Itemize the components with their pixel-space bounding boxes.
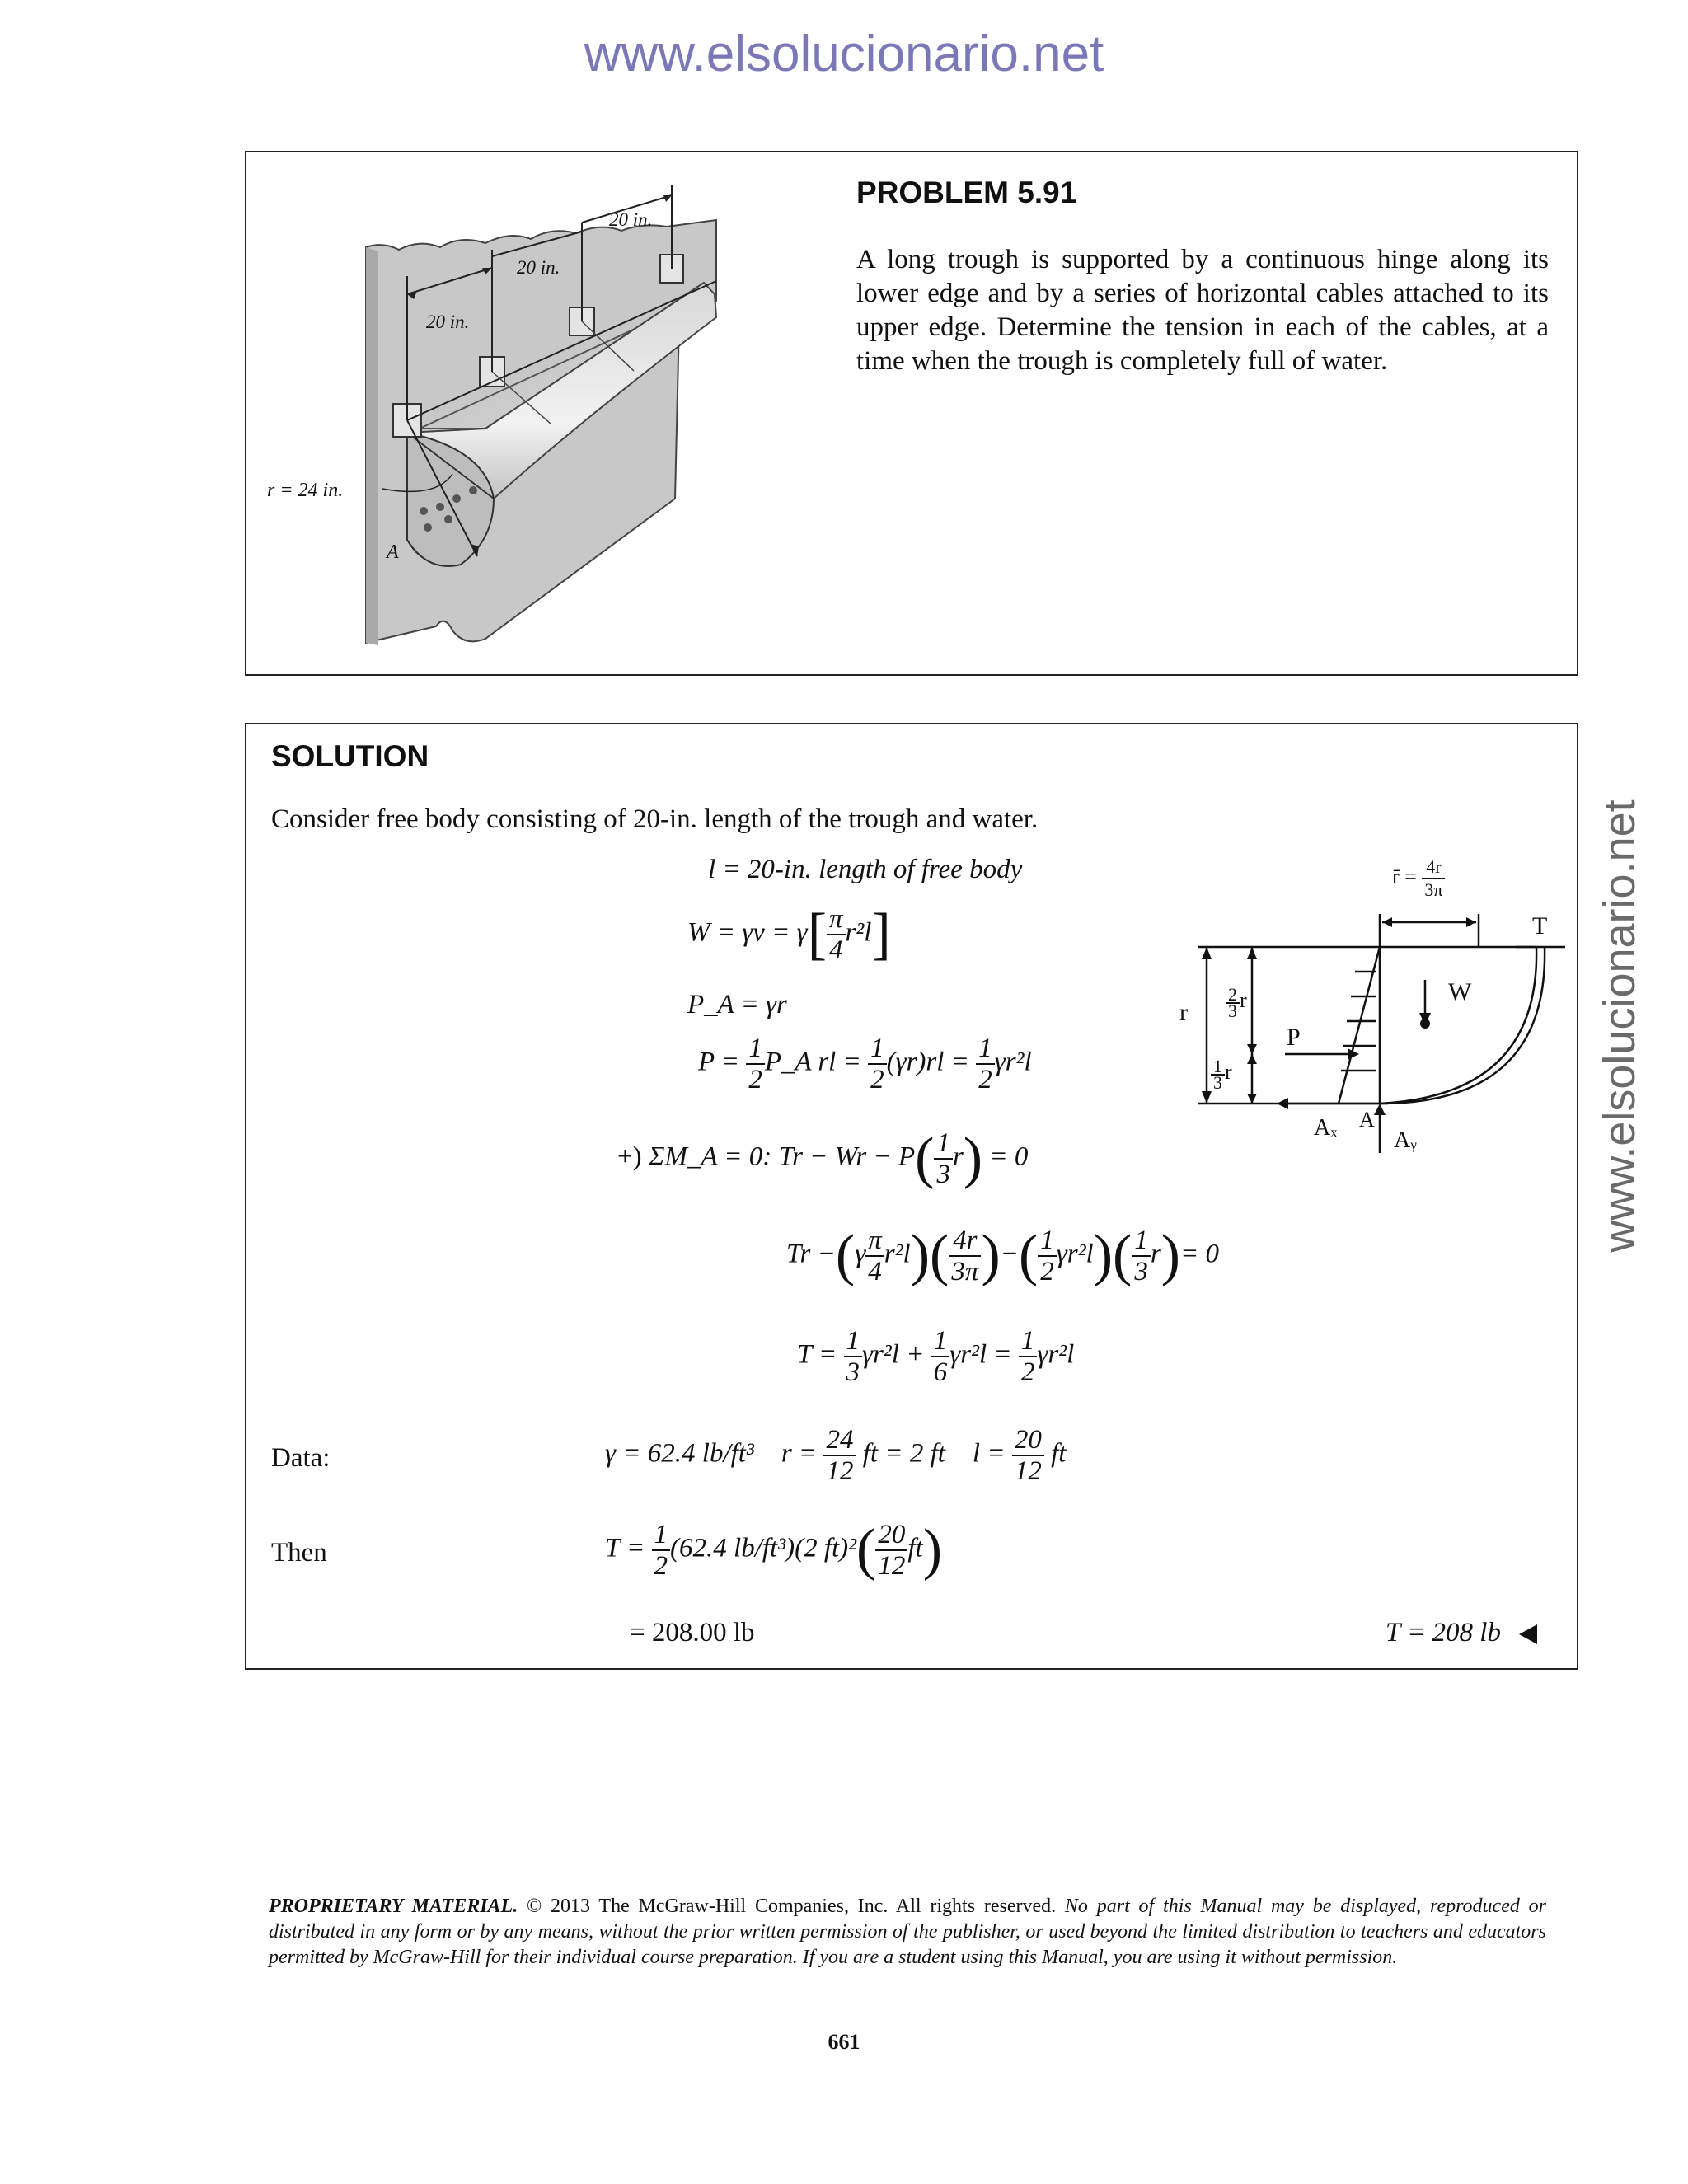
fbd-rbar-den: 3π [1424,879,1443,900]
problem-statement: A long trough is supported by a continuous hinge along its lower edge and by a series of horizontal cables attached to its upper edge. Determine the tension in each of the cables, at a time when the trough is completely full of water. [856,245,1549,376]
fbd-rbar-frac [1422,856,1445,901]
footer-italic: No part of this Manual may be displayed, reproduced or distributed in any form or by any means, without the prior written permission of the publisher, or used beyond the limited distribution to teachers and educators permitted by McGraw-Hill for their individual course preparation. If you are a student using this Manual, you are using it without permission. [269,1896,1546,1968]
w-lhs: W = γv = γ [687,917,808,948]
expanded-equation: Tr −(γ $\frac{\pi}{4}$ r²l)( $\frac{4r}{3\pi}$ )−( $\frac{1}{2}$ γr²l)( $\frac{1}{3}$ r)= 0 [786,1224,1219,1287]
p-frac-1 [746,1033,765,1094]
figure-dim-3: 20 in. [609,209,653,230]
data-l-rhs: ft [1051,1438,1067,1469]
data-l-num: 20 [1012,1425,1044,1456]
exp-b: γ [855,1239,866,1269]
exp-a: Tr − [786,1239,836,1269]
fbd-rbar-num: 4r [1422,856,1445,879]
p-frac-3 [976,1033,995,1094]
exp-fr-num: 4r [949,1226,981,1257]
result-value: = 208.00 lb [630,1618,755,1647]
then-frac-half [652,1520,671,1581]
data-l-frac [1012,1425,1044,1486]
fbd-ot-r: r [1225,1060,1232,1084]
t-frac-2 [931,1326,950,1387]
exp-rhs: = 0 [1179,1239,1219,1269]
exp-c: r²l [884,1239,911,1269]
page-number: 661 [828,2030,860,2054]
then-mid: (62.4 lb/ft³)(2 ft)² [670,1533,857,1563]
fbd-p-label: P [1287,1024,1301,1051]
exp-r: r [1150,1239,1161,1269]
exp-e: γr²l [1056,1239,1094,1269]
then-unit: ft [907,1533,923,1563]
p-f1-den: 2 [748,1065,762,1094]
trough-figure [246,152,757,663]
t-lhs: T = [797,1339,837,1370]
watermark-side: www.elsolucionario.net [1595,799,1644,1253]
data-r-frac [823,1425,856,1486]
exp-frac-half [1038,1226,1057,1286]
exp-frac-third [1132,1226,1151,1286]
problem-box [245,151,1578,676]
fbd-rbar-lhs: r̄ = [1392,864,1417,888]
fbd-ot-frac [1211,1055,1225,1093]
fbd-tt-num: 2 [1226,987,1240,1004]
moment-frac [934,1128,953,1189]
copyright-footer [269,1894,1546,1971]
p-t3: γr²l [994,1047,1032,1077]
exp-pi: π [865,1226,884,1257]
fbd-r-label: r [1179,999,1188,1026]
t-f2-num: 1 [931,1326,950,1357]
footer-regular: © 2013 The McGraw-Hill Companies, Inc. All rights reserved. [518,1896,1057,1917]
moment-lhs: ΣM_A = 0: [648,1141,772,1172]
fbd-a-label: A [1359,1108,1375,1132]
exp-frac-pi [865,1226,884,1286]
moment-mid: Tr − Wr − P [778,1141,916,1172]
p-frac-2 [868,1033,887,1094]
w-tail: r²l [845,917,872,948]
data-label: Data: [271,1443,331,1473]
p-f3-den: 2 [978,1065,992,1094]
p-t1: P_A rl = [764,1047,861,1077]
fbd-ot-den: 3 [1213,1071,1222,1093]
data-l-lhs: l = [972,1438,1006,1469]
p-f2-num: 1 [868,1033,887,1065]
moment-r: r [952,1141,964,1172]
pa-equation: P_A = γr [687,990,787,1019]
data-gamma: γ = 62.4 lb/ft³ [605,1438,754,1469]
then-equation: T = $\frac{1}{2}$ (62.4 lb/ft³)(2 ft)²( $\frac{20}{12}$ ft) [605,1518,943,1582]
fbd-two-thirds-r [1226,984,1247,1019]
t-f3-num: 1 [1019,1326,1038,1357]
then-l-den: 12 [878,1551,906,1581]
figure-dim-1: 20 in. [426,312,470,332]
solution-title: SOLUTION [271,739,429,773]
figure-dim-2: 20 in. [517,257,560,278]
exp-third-den: 3 [1134,1257,1148,1286]
w-num: π [827,904,846,935]
moment-rhs: = 0 [989,1141,1029,1172]
length-equation: l = 20-in. length of free body [708,855,1023,884]
exp-third-num: 1 [1132,1226,1151,1257]
moment-equation: +) ΣM_A = 0: Tr − Wr − P( $\frac{1}{3}$ r) = 0 [617,1127,1029,1190]
fbd-w-label: W [1448,978,1472,1005]
then-half-num: 1 [652,1520,671,1551]
data-r-lhs: r = [781,1438,818,1469]
p-f3-num: 1 [976,1033,995,1065]
p-lhs: P = [698,1047,740,1077]
fbd-ax-label: Aₓ [1314,1115,1338,1141]
solution-intro: Consider free body consisting of 20-in. length of the trough and water. [271,804,1039,834]
pi-over-4 [827,904,846,965]
fbd-one-third-r [1211,1055,1232,1093]
moment-den: 3 [936,1160,950,1189]
exp-d: − [1000,1239,1019,1269]
data-r-den: 12 [826,1456,854,1486]
p-f2-den: 2 [870,1065,884,1094]
t-frac-3 [1019,1326,1038,1387]
moment-sign: + [617,1141,633,1172]
footer-bold: PROPRIETARY MATERIAL. [269,1896,518,1917]
fbd-tt-r: r [1240,988,1247,1012]
fbd-rbar [1392,856,1445,901]
exp-four: 4 [868,1257,882,1286]
answer-marker-icon [1519,1624,1537,1644]
problem-title: PROBLEM 5.91 [856,176,1077,209]
p-f1-num: 1 [746,1033,765,1065]
fbd-ot-num: 1 [1211,1059,1225,1076]
fbd-ay-label: Aᵧ [1394,1127,1417,1153]
figure-point-a: A [387,541,399,563]
t-f3-den: 2 [1020,1357,1035,1387]
t-a: γr²l + [862,1339,925,1370]
solution-box [245,723,1578,1670]
p-equation [698,1033,1032,1094]
then-frac-l [875,1520,907,1581]
answer-text: T = 208 lb [1386,1618,1501,1647]
fbd-tt-den: 3 [1228,1000,1237,1021]
t-f2-den: 6 [933,1357,948,1387]
t-f1-num: 1 [844,1326,863,1357]
watermark-top[interactable]: www.elsolucionario.net [584,26,1104,82]
data-r-num: 24 [823,1425,856,1456]
data-r-rhs: ft = 2 ft [862,1438,945,1469]
then-l-num: 20 [875,1520,907,1551]
exp-frac-rbar [949,1226,981,1286]
weight-equation: W = γv = γ[ $\frac{\pi}{4}$ r²l] [687,902,891,966]
t-frac-1 [844,1326,863,1387]
t-c: γr²l [1037,1339,1075,1370]
then-half-den: 2 [654,1551,668,1581]
figure-radius-label: r = 24 in. [267,480,344,501]
t-f1-den: 3 [846,1357,860,1387]
data-l-den: 12 [1014,1456,1042,1486]
exp-half-num: 1 [1038,1226,1057,1257]
fbd-two-thirds-frac [1226,983,1240,1021]
exp-fr-den: 3π [951,1257,979,1286]
p-t2: (γr)rl = [886,1047,969,1077]
t-b: γr²l = [950,1339,1012,1370]
then-lhs: T = [605,1533,645,1563]
t-equation [797,1326,1074,1387]
fbd-t-label: T [1532,912,1548,940]
exp-half-den: 2 [1040,1257,1054,1286]
final-answer [1386,1616,1537,1649]
moment-num: 1 [934,1128,953,1160]
w-den: 4 [829,935,843,965]
then-label: Then [271,1538,327,1568]
data-equation [605,1425,1066,1486]
